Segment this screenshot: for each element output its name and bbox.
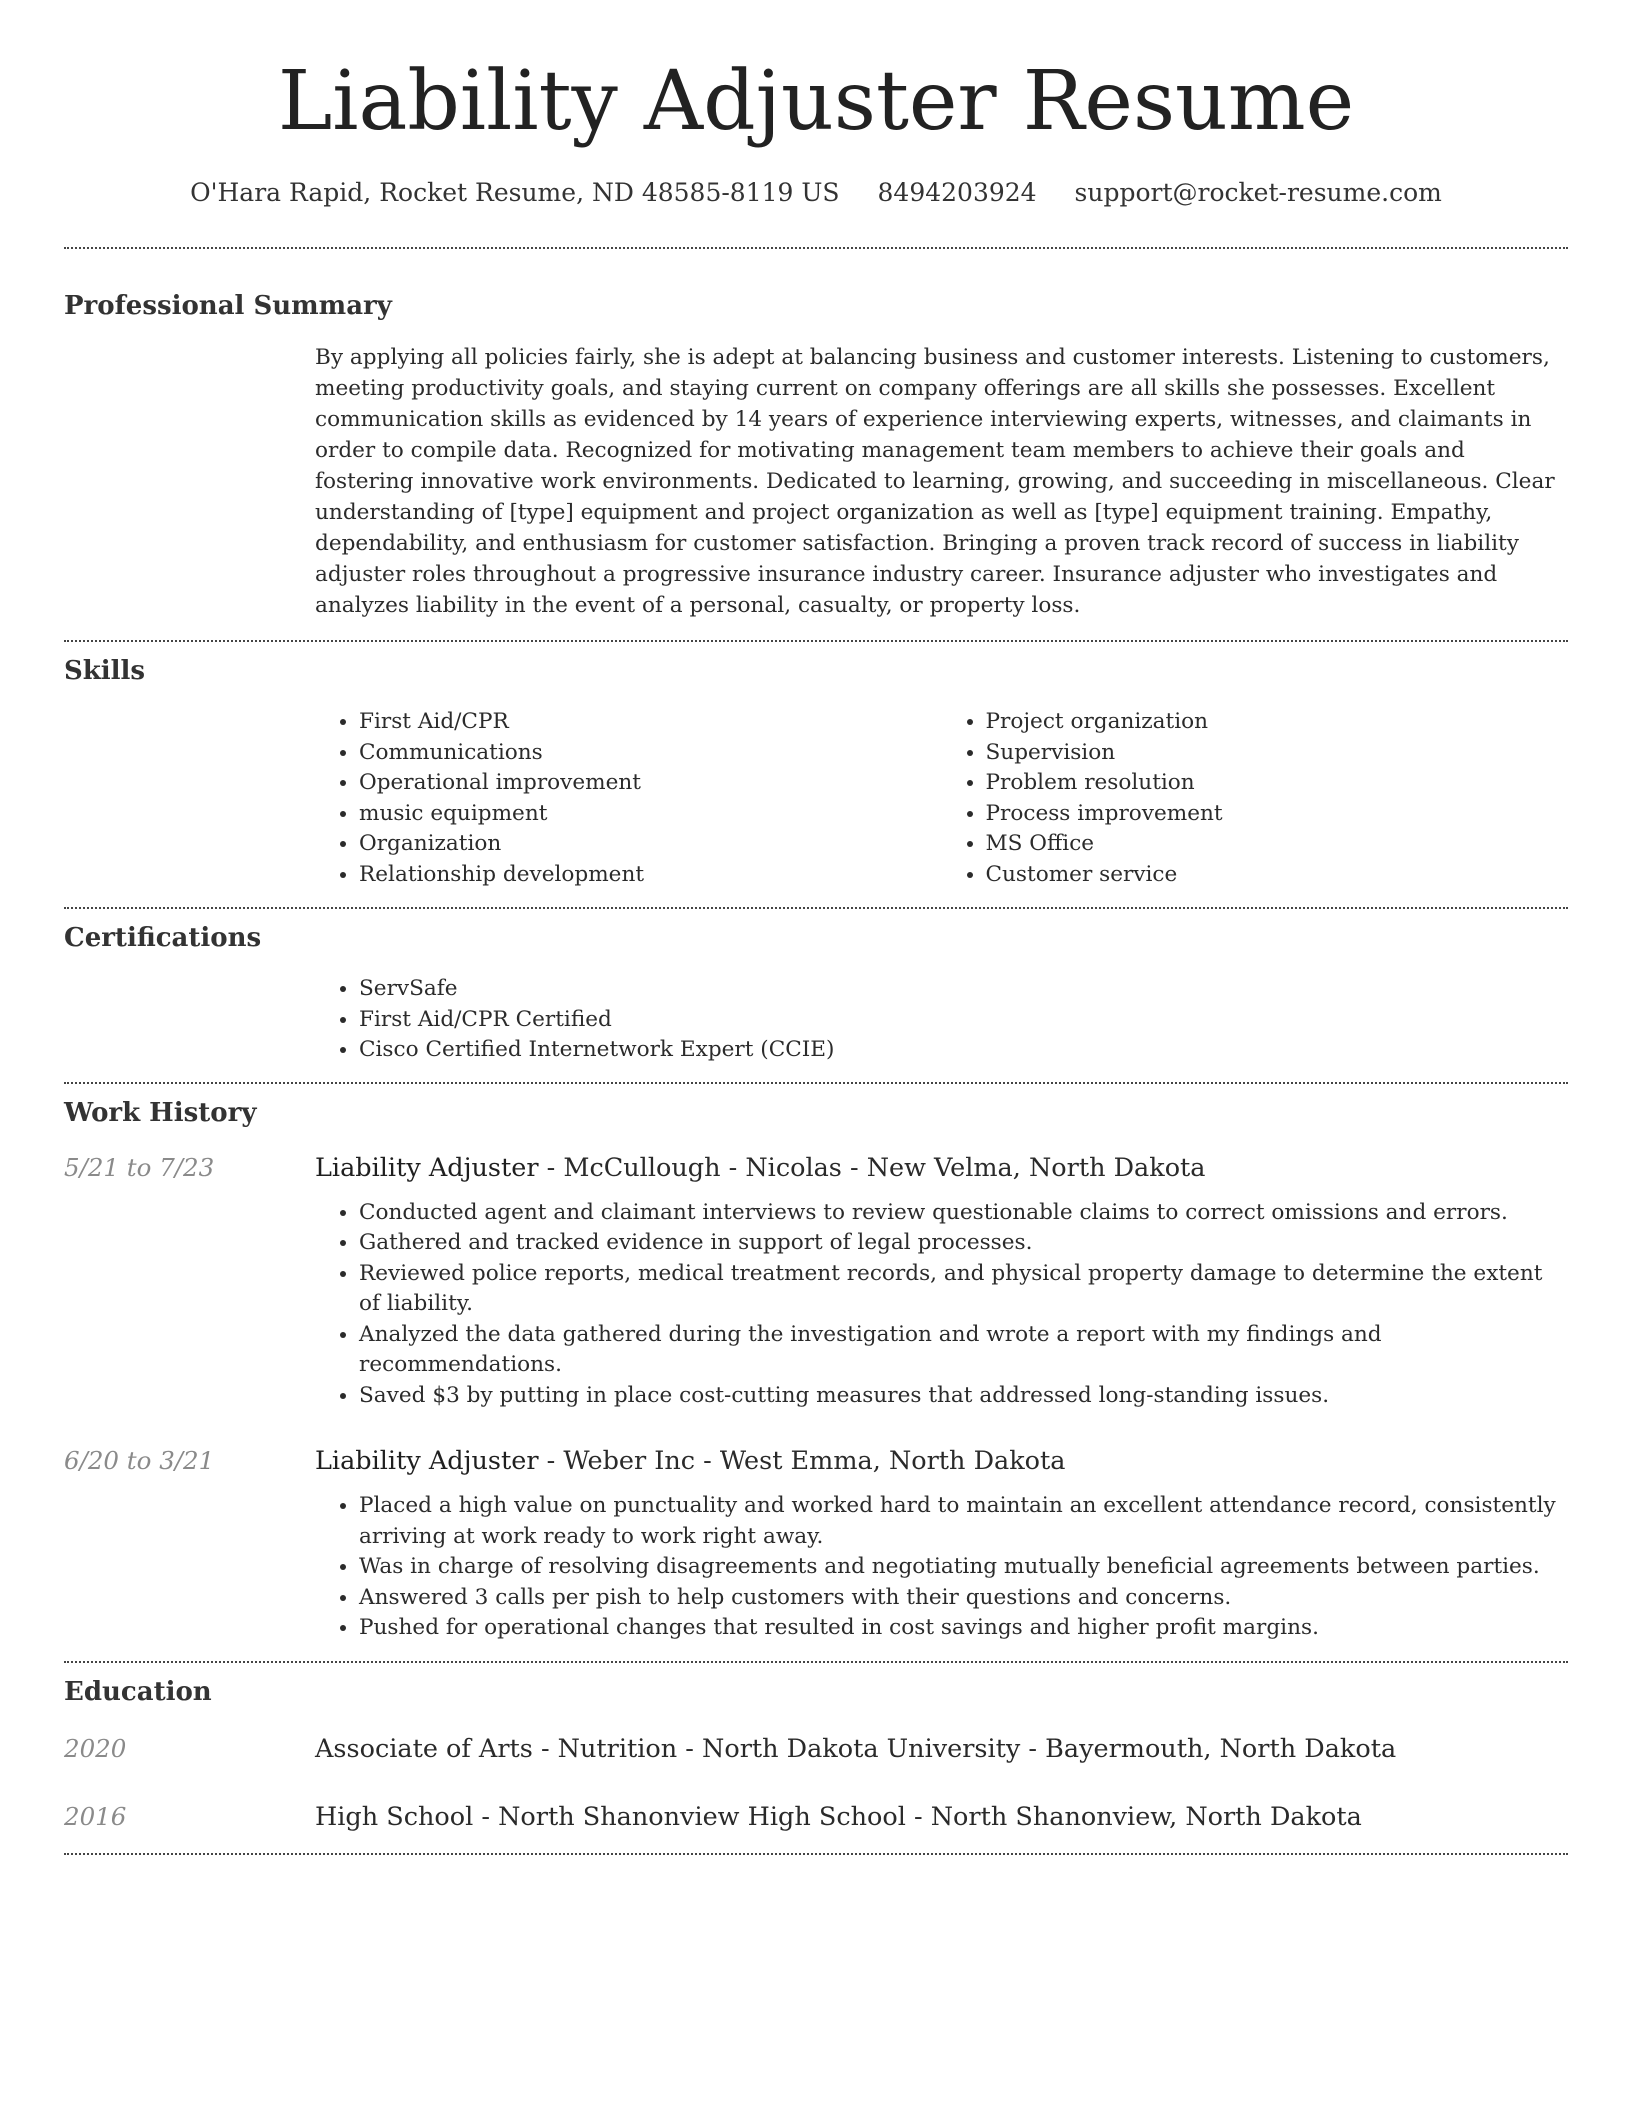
contact-email: support@rocket-resume.com [1074,178,1442,207]
job-bullet: • Answered 3 calls per pish to help customers with their questions and concerns. [359,1583,1568,1614]
education-detail [315,1732,1396,1766]
job-body [315,1151,1568,1412]
job-bullet: • Pushed for operational changes that resulted in cost savings and higher profit margins. [359,1613,1568,1644]
skill-item: • Project organization [986,707,1569,738]
work-heading: Work History [64,1097,257,1128]
job-heading [315,1444,1568,1478]
skill-item: • Operational improvement [359,768,942,799]
certification-item: • Cisco Certified Internetwork Expert (CCIE) [359,1035,1568,1066]
job-dates: 6/20 to 3/21 [64,1446,215,1475]
education-degree: High School [315,1801,474,1832]
contact-line [64,176,1568,210]
job-bullet: • Reviewed police reports, medical treatment records, and physical property damage to determine the extent of liability. [359,1259,1568,1320]
job-bullet: • Analyzed the data gathered during the investigation and wrote a report with my findings and recommendations. [359,1320,1568,1381]
skill-item: • Relationship development [359,860,942,891]
job-bullet: • Gathered and tracked evidence in support of legal processes. [359,1228,1568,1259]
job-bullet: • Was in charge of resolving disagreements and negotiating mutually beneficial agreements between parties. [359,1552,1568,1583]
summary-text: By applying all policies fairly, she is adept at balancing business and customer interests. Listening to customers, meeting productivity goals, and staying current on company offerings are all skills she possesses. Excellent communication skills as evidenced by 14 years of experience interviewing experts, witnesses, and claimants in order to compile data. Recognized for motivating management team members to achieve their goals and fostering innovative work environments. Dedicated to learning, growing, and succeeding in miscellaneous. Clear understanding of [type] equipment and project organization as well as [type] equipment training. Empathy, dependability, and enthusiasm for customer satisfaction. Bringing a proven track record of success in liability adjuster roles throughout a progressive insurance industry career. Insurance adjuster who investigates and analyzes liability in the event of a personal, casualty, or property loss. [315,345,1555,618]
skills-grid [315,707,1568,890]
certifications-body [315,974,1568,1066]
divider [64,1661,1568,1663]
education-heading: Education [64,1676,212,1707]
divider [64,1853,1568,1855]
certifications-heading: Certifications [64,923,262,953]
skills-list-left [315,707,942,890]
divider [64,640,1568,642]
job-employer: - Weber Inc - West Emma, North Dakota [538,1446,1066,1476]
skill-item: • Customer service [986,860,1569,891]
education-entry [64,1800,1568,1834]
contact-address: O'Hara Rapid, Rocket Resume, ND 48585-8119 US [190,178,840,207]
skill-item: • music equipment [359,799,942,830]
job-bullets [315,1198,1568,1412]
job-employer: - McCullough - Nicolas - New Velma, North Dakota [538,1152,1206,1183]
resume-page [64,0,1568,1855]
education-school: - North Dakota University - Bayermouth, North Dakota [677,1733,1397,1764]
skill-item: • MS Office [986,829,1569,860]
certification-item: • First Aid/CPR Certified [359,1005,1568,1036]
summary-body [315,342,1568,621]
job-entry [64,1444,1568,1644]
job-bullet: • Placed a high value on punctuality and worked hard to maintain an excellent attendance record, consistently arriving at work ready to work right away. [359,1491,1568,1552]
skill-item: • First Aid/CPR [359,707,942,738]
education-entry [64,1732,1568,1766]
education-year: 2020 [64,1733,127,1763]
education-year: 2016 [64,1801,127,1831]
divider [64,907,1568,909]
skill-item: • Problem resolution [986,768,1569,799]
divider [64,247,1568,249]
contact-phone: 8494203924 [877,178,1037,207]
certifications-list [315,974,1568,1066]
education-detail [315,1800,1362,1834]
skill-item: • Communications [359,738,942,769]
skill-item: • Organization [359,829,942,860]
job-title: Liability Adjuster [315,1152,539,1183]
education-degree: Associate of Arts - Nutrition [315,1733,678,1764]
skills-heading: Skills [64,656,146,686]
certification-item: • ServSafe [359,974,1568,1005]
summary-heading: Professional Summary [64,291,392,321]
job-body [315,1444,1568,1644]
skill-item: • Process improvement [986,799,1569,830]
job-heading [315,1151,1568,1185]
job-bullets [315,1491,1568,1644]
divider [64,1082,1568,1084]
education-school: - North Shanonview High School - North Shanonview, North Dakota [473,1801,1362,1832]
job-title: Liability Adjuster [315,1446,539,1476]
job-bullet: • Saved $3 by putting in place cost-cutting measures that addressed long-standing issues. [359,1381,1568,1412]
skills-list-right [942,707,1569,890]
job-entry [64,1151,1568,1412]
resume-title: Liability Adjuster Resume [277,54,1355,149]
job-bullet: • Conducted agent and claimant interviews to review questionable claims to correct omissions and errors. [359,1198,1568,1229]
job-dates: 5/21 to 7/23 [64,1152,215,1182]
skill-item: • Supervision [986,738,1569,769]
